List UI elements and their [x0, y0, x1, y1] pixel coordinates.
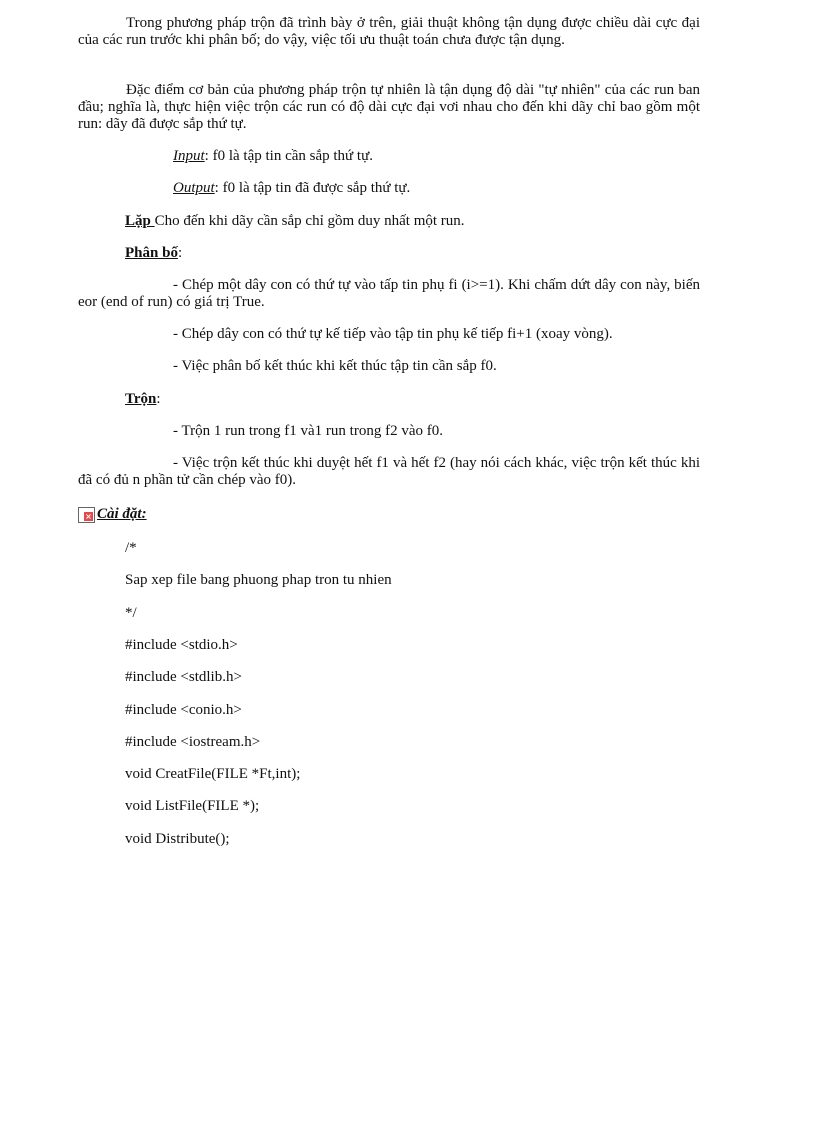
- code-line: void Distribute();: [125, 831, 230, 847]
- input-text: : f0 là tập tin cần sắp thứ tự.: [204, 148, 373, 164]
- code-line: */: [125, 605, 137, 621]
- merge-colon: :: [156, 391, 161, 407]
- distribute-item-3: - Việc phân bố kết thúc khi kết thúc tập tin cần sắp f0.: [173, 358, 497, 374]
- code-line: #include <conio.h>: [125, 702, 242, 718]
- distribute-label: Phân bố: [125, 245, 178, 261]
- distribute-colon: :: [177, 245, 183, 261]
- merge-item-1: - Trộn 1 run trong f1 và1 run trong f2 vào f0.: [173, 423, 443, 439]
- merge-item-2: - Việc trộn kết thúc khi duyệt hết f1 và hết f2 (hay nói cách khác, việc trộn kết thúc khi đã có đủ n phần tử cần chép vào f0).: [78, 455, 700, 488]
- output-line: [173, 180, 410, 197]
- input-label: Input: [173, 148, 205, 164]
- output-label: Output: [173, 180, 215, 196]
- loop-label: Lặp: [125, 213, 155, 229]
- code-line: #include <stdio.h>: [125, 637, 238, 653]
- install-heading: [78, 506, 147, 523]
- paragraph-natural-merge: Đặc điểm cơ bản của phương pháp trộn tự nhiên là tận dụng độ dài "tự nhiên" của các run ban đầu; nghĩa là, thực hiện việc trộn các run có độ dài cực đại vơi nhau cho đến khi dãy chỉ bao gồm một run: dãy đã được sắp thứ tự.: [78, 82, 700, 132]
- distribute-item-1: - Chép một dây con có thứ tự vào tấp tin phụ fi (i>=1). Khi chấm dứt dây con này, biến eor (end of run) có giá trị True.: [78, 277, 700, 310]
- loop-line: [125, 213, 465, 230]
- loop-text: Cho đến khi dãy cần sắp chỉ gồm duy nhất một run.: [154, 213, 465, 229]
- code-line: void ListFile(FILE *);: [125, 798, 260, 814]
- distribute-heading: [125, 245, 182, 262]
- code-line: #include <iostream.h>: [125, 734, 261, 750]
- code-line: void CreatFile(FILE *Ft,int);: [125, 766, 301, 782]
- output-text: : f0 là tập tin đã được sắp thứ tự.: [214, 180, 411, 196]
- broken-image-icon: ×: [78, 507, 95, 523]
- code-line: /*: [125, 540, 137, 556]
- install-label: Cài đặt:: [97, 506, 147, 522]
- code-line: Sap xep file bang phuong phap tron tu nhien: [125, 572, 392, 588]
- input-line: [173, 148, 373, 165]
- paragraph-intro: Trong phương pháp trộn đã trình bày ở trên, giải thuật không tận dụng được chiều dài cực đại của các run trước khi phân bố; do vậy, việc tối ưu thuật toán chưa được tận dụng.: [78, 15, 700, 48]
- distribute-item-2: - Chép dây con có thứ tự kế tiếp vào tập tin phụ kế tiếp fi+1 (xoay vòng).: [173, 326, 613, 342]
- code-line: #include <stdlib.h>: [125, 669, 242, 685]
- merge-label: Trộn: [125, 391, 157, 407]
- merge-heading: [125, 391, 161, 408]
